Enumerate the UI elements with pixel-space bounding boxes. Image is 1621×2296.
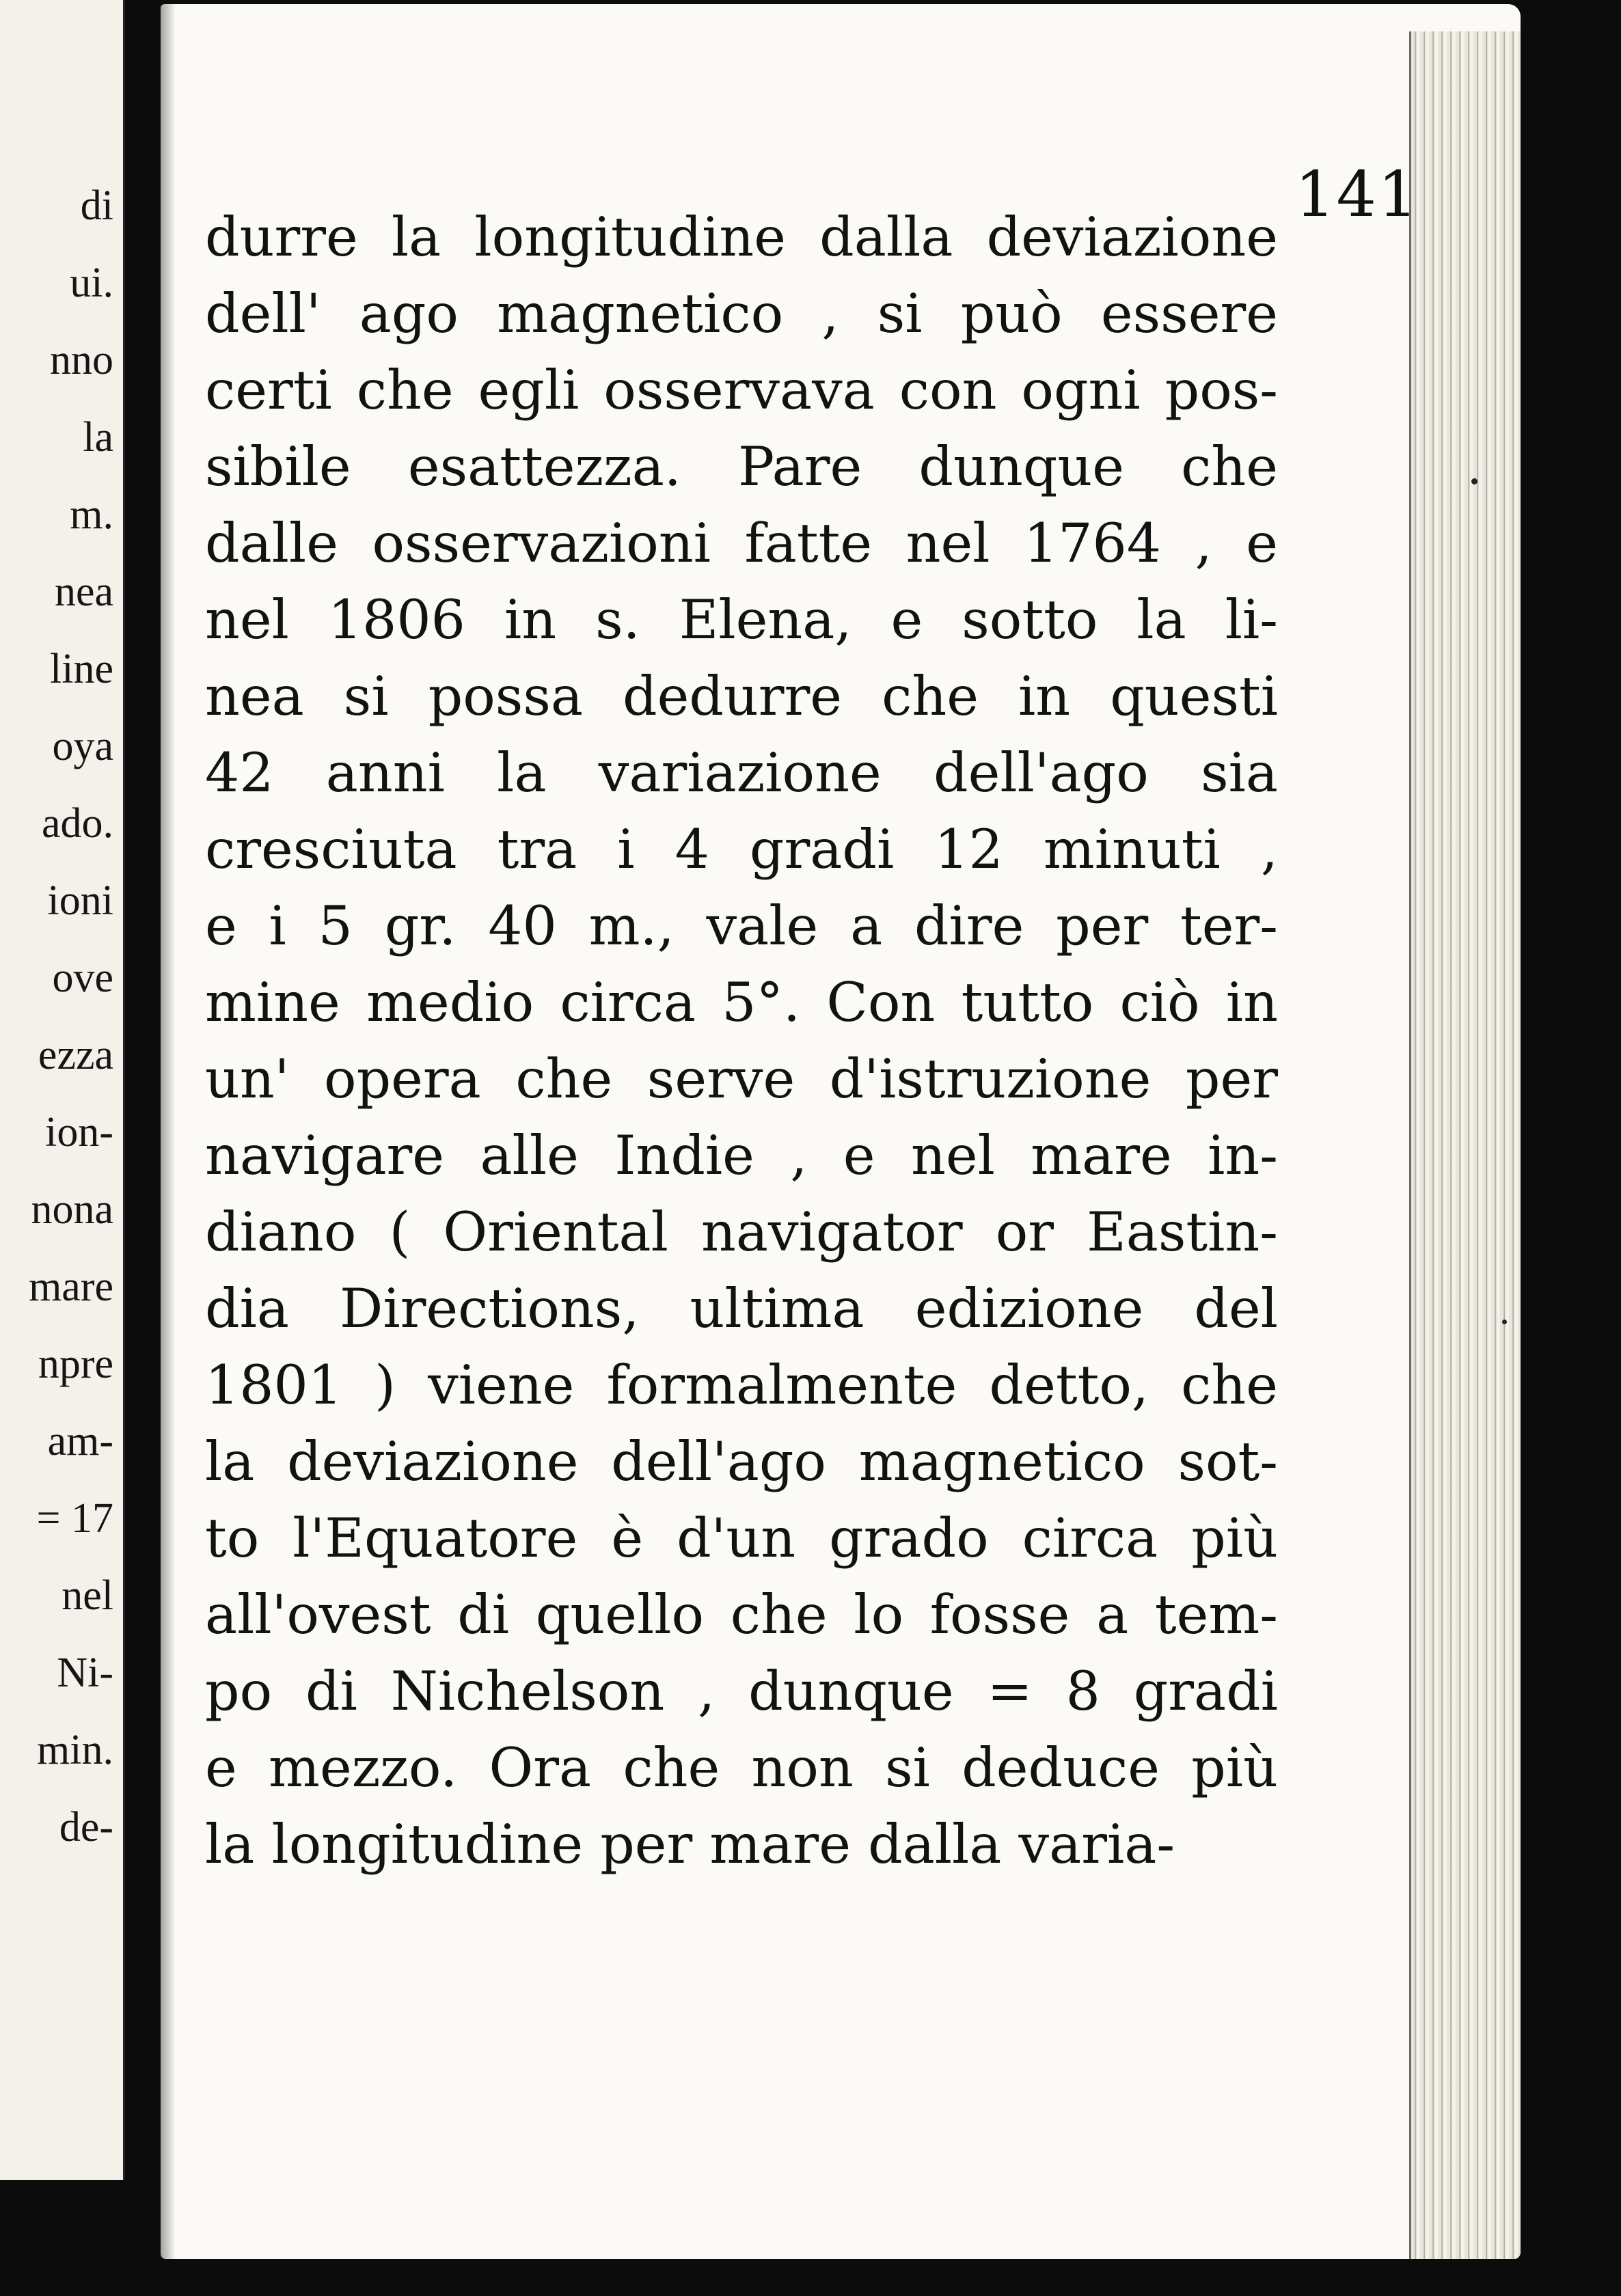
left-page-line: m.	[70, 491, 113, 538]
text-line: la longitudine per mare dalla varia-	[205, 1813, 1175, 1876]
text-line: 42 anni la variazione dell'ago sia	[205, 741, 1278, 804]
text-line: 1801 ) viene formalmente detto, che	[205, 1354, 1278, 1417]
text-line: mine medio circa 5°. Con tutto ciò in	[205, 971, 1278, 1034]
left-page-line: ioni	[47, 877, 113, 924]
text-line: la deviazione dell'ago magnetico sot-	[205, 1430, 1278, 1493]
left-page-line: la	[83, 414, 113, 461]
text-line: nea si possa dedurre che in questi	[205, 665, 1278, 728]
left-page-line: nno	[50, 337, 113, 383]
text-line: e mezzo. Ora che non si deduce più	[205, 1736, 1278, 1799]
text-line: po di Nichelson , dunque = 8 gradi	[205, 1660, 1278, 1723]
text-line: dia Directions, ultima edizione del	[205, 1277, 1278, 1340]
text-line: navigare alle Indie , e nel mare in-	[205, 1124, 1278, 1187]
text-line: to l'Equatore è d'un grado circa più	[205, 1507, 1278, 1570]
left-page-line: ove	[52, 955, 113, 1001]
page-number: 141	[1295, 158, 1419, 231]
text-line: diano ( Oriental navigator or Eastin-	[205, 1201, 1278, 1263]
left-page-line: = 17	[36, 1495, 113, 1542]
left-page-line: ion-	[45, 1109, 113, 1156]
text-line: all'ovest di quello che lo fosse a tem-	[205, 1583, 1278, 1646]
book-page	[161, 4, 1521, 2259]
left-page-line: ezza	[38, 1032, 113, 1078]
text-line: dell' ago magnetico , si può essere	[205, 282, 1278, 345]
page-edges	[1409, 31, 1521, 2259]
ink-speck	[1502, 1320, 1507, 1324]
text-line: sibile esattezza. Pare dunque che	[205, 435, 1278, 498]
text-line: certi che egli osservava con ogni pos-	[205, 359, 1278, 422]
left-page-line: nel	[62, 1572, 113, 1619]
ink-speck	[1471, 478, 1477, 484]
left-page-line: ui.	[70, 260, 113, 306]
left-page-line: min.	[37, 1727, 113, 1773]
text-line: un' opera che serve d'istruzione per	[205, 1048, 1278, 1110]
left-page-line: Ni-	[57, 1650, 113, 1696]
left-page-line: npre	[38, 1341, 113, 1387]
left-page-line: am-	[47, 1418, 113, 1464]
left-page-line: nea	[54, 569, 113, 615]
body-text	[205, 199, 1278, 1883]
left-page-line: mare	[29, 1263, 113, 1310]
text-line: nel 1806 in s. Elena, e sotto la li-	[205, 588, 1278, 651]
text-line: e i 5 gr. 40 m., vale a dire per ter-	[205, 894, 1278, 957]
left-page-line: line	[50, 646, 113, 692]
left-page-line: nona	[31, 1186, 113, 1233]
left-page-line: ado.	[41, 800, 113, 847]
left-page-line: di	[80, 182, 113, 229]
text-line: durre la longitudine dalla deviazione	[205, 206, 1278, 269]
left-page-line: oya	[52, 723, 113, 769]
gutter-shadow	[161, 4, 176, 2259]
text-line: cresciuta tra i 4 gradi 12 minuti ,	[205, 818, 1278, 881]
left-page-line: de-	[59, 1804, 113, 1850]
left-page-fragment	[0, 0, 125, 2180]
text-line: dalle osservazioni fatte nel 1764 , e	[205, 512, 1278, 575]
